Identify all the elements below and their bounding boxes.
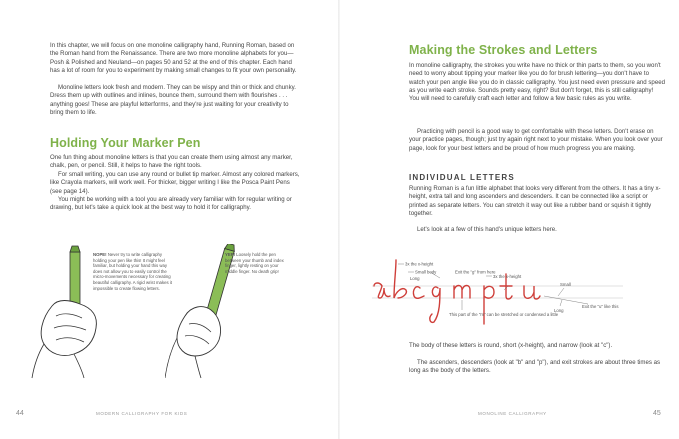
right-body-1: In monoline calligraphy, the strokes you write have no thick or thin parts to them, so you won't need to worry about tipping your marker like you do for brush lettering—you don't have to watch your pen angle like you do in classic calligraphy. You just need even pressure and speed as you write each stroke. Sounds pretty easy, right? But don't forget, this is still calligraphy! You will need to carefully craft each letter and follow a few basic rules as you write. bbox=[409, 62, 665, 103]
letter-u-stroke bbox=[524, 286, 540, 299]
yep-label: YEP! bbox=[225, 252, 236, 257]
label-exit-g: Exit the "g" from here bbox=[455, 269, 496, 275]
label-stretch-m: This part of the "m" can be stretched or condensed a little bbox=[449, 312, 559, 317]
letter-p-stroke bbox=[484, 286, 494, 324]
label-3x-height: 3x the x-height bbox=[405, 261, 434, 267]
label-long-a: Long bbox=[410, 276, 420, 281]
right-page-number: 45 bbox=[653, 410, 661, 417]
letter-c-stroke bbox=[413, 287, 424, 299]
left-page bbox=[0, 0, 339, 439]
left-body-1: One fun thing about monoline letters is that you can create them using almost any marker, chalk, pen, or pencil. Still, it helps to have the right tools. bbox=[50, 154, 293, 170]
yep-caption-text: Loosely hold the pen between your thumb and index finger, lightly resting on your middle finger. No death grip! bbox=[225, 252, 284, 274]
fist-outline bbox=[41, 301, 96, 356]
right-body-2: Practicing with pencil is a good way to get comfortable with these letters. Don't erase on your practice pages, though; just try again right next to your mistake. When you look over your page, look for your best letters and be proud of how much progress you are making. bbox=[409, 128, 663, 152]
nope-caption-text: Never try to write calligraphy holding your pen like this! It might feel familiar, but holding your hand this way does not allow you to easily control the micro-movements necessary for creating beautiful calligraphy. A rigid wrist makes it impossible to create flowing letters. bbox=[93, 252, 172, 291]
intro-paragraph-1: In this chapter, we will focus on one monoline calligraphy hand, Running Roman, based on the Roman hand from the Renaissance. There are two more monoline alphabets for you—Posh & Polished and Neuland—on pages 50 and 52 at the end of this chapter. Each hand has a lot of room for you to experiment by making small changes to fit your own personality. bbox=[50, 42, 297, 74]
individual-letters-heading: INDIVIDUAL LETTERS bbox=[409, 173, 515, 182]
yep-caption bbox=[225, 252, 287, 274]
right-running-head: MONOLINE CALLIGRAPHY bbox=[478, 411, 547, 416]
left-running-head: MODERN CALLIGRAPHY FOR KIDS bbox=[96, 411, 188, 416]
closing-paragraph-2: The ascenders, descenders (look at "b" and "p"), and exit strokes are about three times as long as the body of the letters. bbox=[409, 359, 661, 375]
letter-a-stroke bbox=[374, 283, 390, 298]
label-3x-height-2: 3x the x-height bbox=[493, 274, 522, 279]
letter-diagram bbox=[368, 256, 668, 328]
closing-paragraph-1: The body of these letters is round, short (x-height), and narrow (look at "c"). bbox=[409, 342, 613, 349]
guide-lines bbox=[372, 286, 623, 298]
label-exit-u: Exit the "u" like this bbox=[582, 304, 619, 309]
letters-paragraph-2: Let's look at a few of this hand's unique letters here. bbox=[417, 226, 557, 233]
left-body-3: You might be working with a tool you are already very familiar with for regular writing or drawing, but let's take a quick look at the best way to hold it for calligraphy. bbox=[50, 196, 292, 212]
right-page bbox=[340, 0, 679, 439]
letter-m-stroke bbox=[454, 286, 470, 299]
nope-label: NOPE! bbox=[93, 252, 107, 257]
label-small: Small bbox=[560, 282, 571, 287]
right-heading: Making the Strokes and Letters bbox=[409, 43, 598, 57]
label-small-body: Small body bbox=[415, 269, 437, 275]
intro-paragraph-2: Monoline letters look fresh and modern. They can be wispy and thin or thick and chunky. Dress them up with outlines and inlines, bounce them, surround them with flourishes . . . anything goes! These are playful letterforms, and they're just waiting for your creativity to bring them to life. bbox=[50, 84, 296, 116]
label-long-b: Long bbox=[554, 308, 564, 313]
left-page-number: 44 bbox=[16, 410, 24, 417]
left-heading: Holding Your Marker Pen bbox=[50, 136, 201, 150]
left-body-2: For small writing, you can use any round or bullet tip marker. Almost any colored markers, like Crayola markers, will work well. For thicker, bigger writing I like the Posca Paint Pens (see page 14). bbox=[50, 171, 300, 195]
letters-paragraph-1: Running Roman is a fun little alphabet that looks very different from the others. It has a tiny x-height, extra tall and long ascenders and descenders. It can be connected like a script or printed as separate letters. You can stretch it way out like a rubber band or squish it tightly together. bbox=[409, 185, 661, 217]
relaxed-hand-outline bbox=[177, 307, 221, 356]
letter-g-stroke bbox=[430, 287, 440, 322]
